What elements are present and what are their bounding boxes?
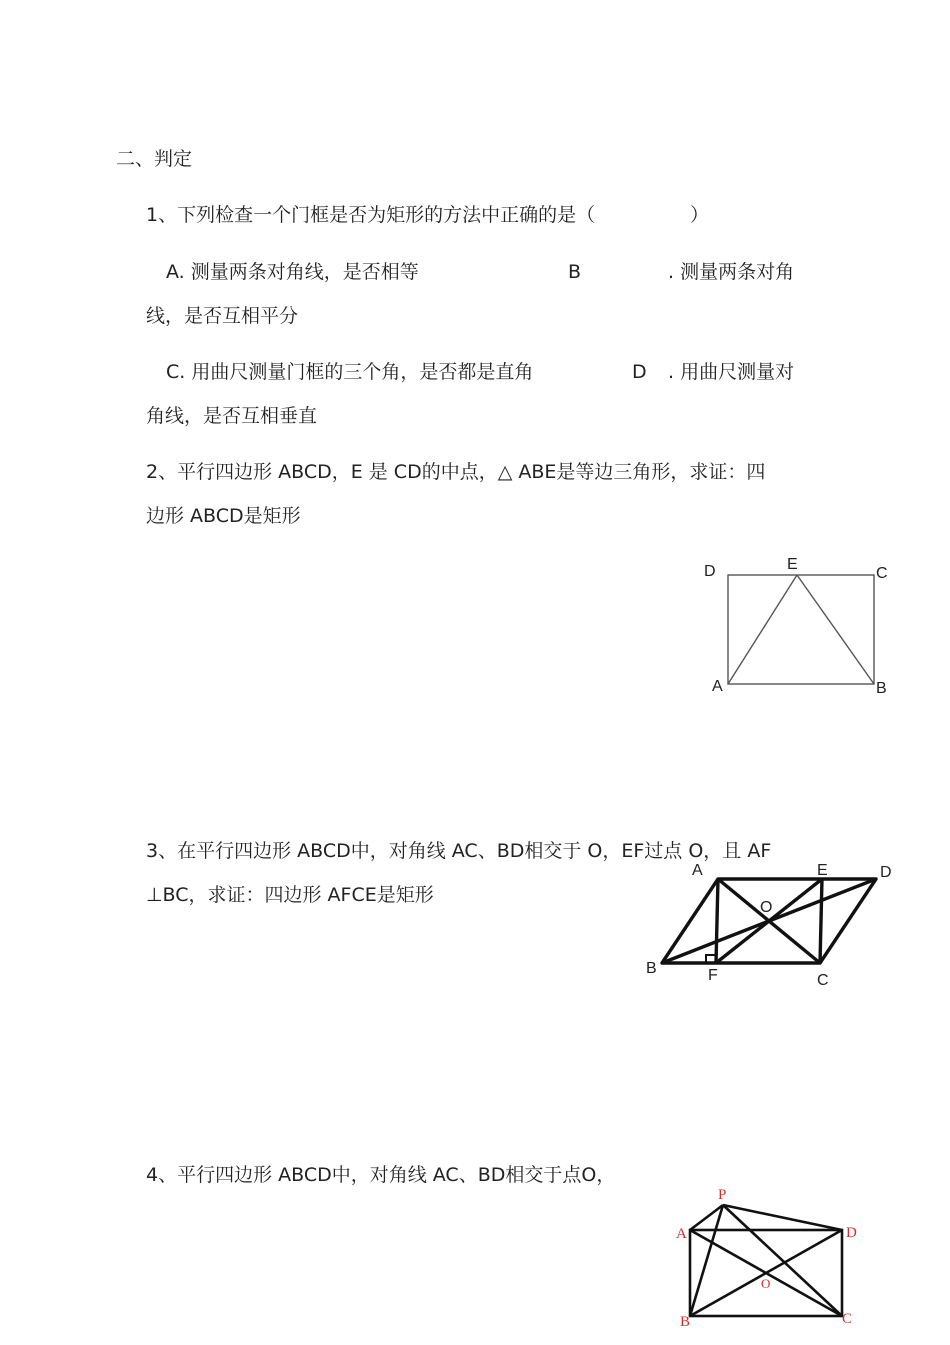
q4-figure-rectangle-point-p: [670, 1180, 870, 1330]
q3-label-e: E: [817, 862, 828, 879]
q2-label-c: C: [876, 565, 888, 582]
q3-label-b: B: [646, 960, 657, 977]
q3-label-f: F: [708, 967, 718, 984]
q3-figure-parallelogram: [640, 855, 900, 995]
q4-label-c: C: [842, 1311, 853, 1327]
q3-label-c: C: [817, 972, 829, 989]
q2-line-1: 2、平行四边形 ABCD，E 是 CD的中点，△ ABE是等边三角形，求证：四: [146, 461, 766, 483]
q2-segment-be: [797, 575, 874, 684]
q4-segment-pd: [723, 1205, 842, 1230]
q3-label-o: O: [760, 899, 773, 916]
q2-label-e: E: [787, 556, 798, 573]
q1-stem-close: ）: [690, 204, 710, 226]
q4-label-a: A: [676, 1226, 687, 1242]
q1-stem: 1、下列检查一个门框是否为矩形的方法中正确的是（: [146, 204, 596, 226]
q1-option-b-letter: B: [568, 261, 582, 283]
q1-option-b-continuation: 线，是否互相平分: [146, 305, 299, 327]
q2-label-d: D: [704, 563, 716, 580]
q1-option-a: A. 测量两条对角线，是否相等: [166, 261, 419, 283]
section-heading: 二、判定: [116, 148, 193, 170]
q2-figure-rectangle-triangle: [690, 548, 900, 700]
q3-line-1: 3、在平行四边形 ABCD中，对角线 AC、BD相交于 O，EF过点 O，且 AF: [146, 840, 772, 862]
q4-segment-pc: [723, 1205, 842, 1316]
q1-option-c: C. 用曲尺测量门框的三个角，是否都是直角: [166, 361, 534, 383]
q3-segment-af: [716, 879, 718, 963]
q3-label-d: D: [880, 864, 892, 881]
q2-segment-ae: [728, 575, 797, 684]
q1-option-d-continuation: 角线，是否互相垂直: [146, 405, 318, 427]
q1-option-b-text: . 测量两条对角: [668, 261, 795, 283]
q3-segment-ce: [820, 879, 822, 963]
q2-rectangle-abcd: [728, 575, 874, 684]
q1-option-d-letter: D: [632, 361, 647, 383]
q3-line-2: ⊥BC，求证：四边形 AFCE是矩形: [146, 884, 434, 906]
q2-line-2: 边形 ABCD是矩形: [146, 505, 301, 527]
q4-label-p: P: [718, 1187, 727, 1203]
q4-label-d: D: [846, 1225, 857, 1241]
q2-label-a: A: [712, 678, 723, 695]
q4-line-1: 4、平行四边形 ABCD中，对角线 AC、BD相交于点O，: [146, 1164, 616, 1186]
q4-label-o: O: [761, 1276, 771, 1291]
q4-label-b: B: [680, 1314, 691, 1330]
q2-label-b: B: [876, 680, 887, 697]
q1-option-d-text: . 用曲尺测量对: [668, 361, 795, 383]
q3-label-a: A: [692, 862, 703, 879]
